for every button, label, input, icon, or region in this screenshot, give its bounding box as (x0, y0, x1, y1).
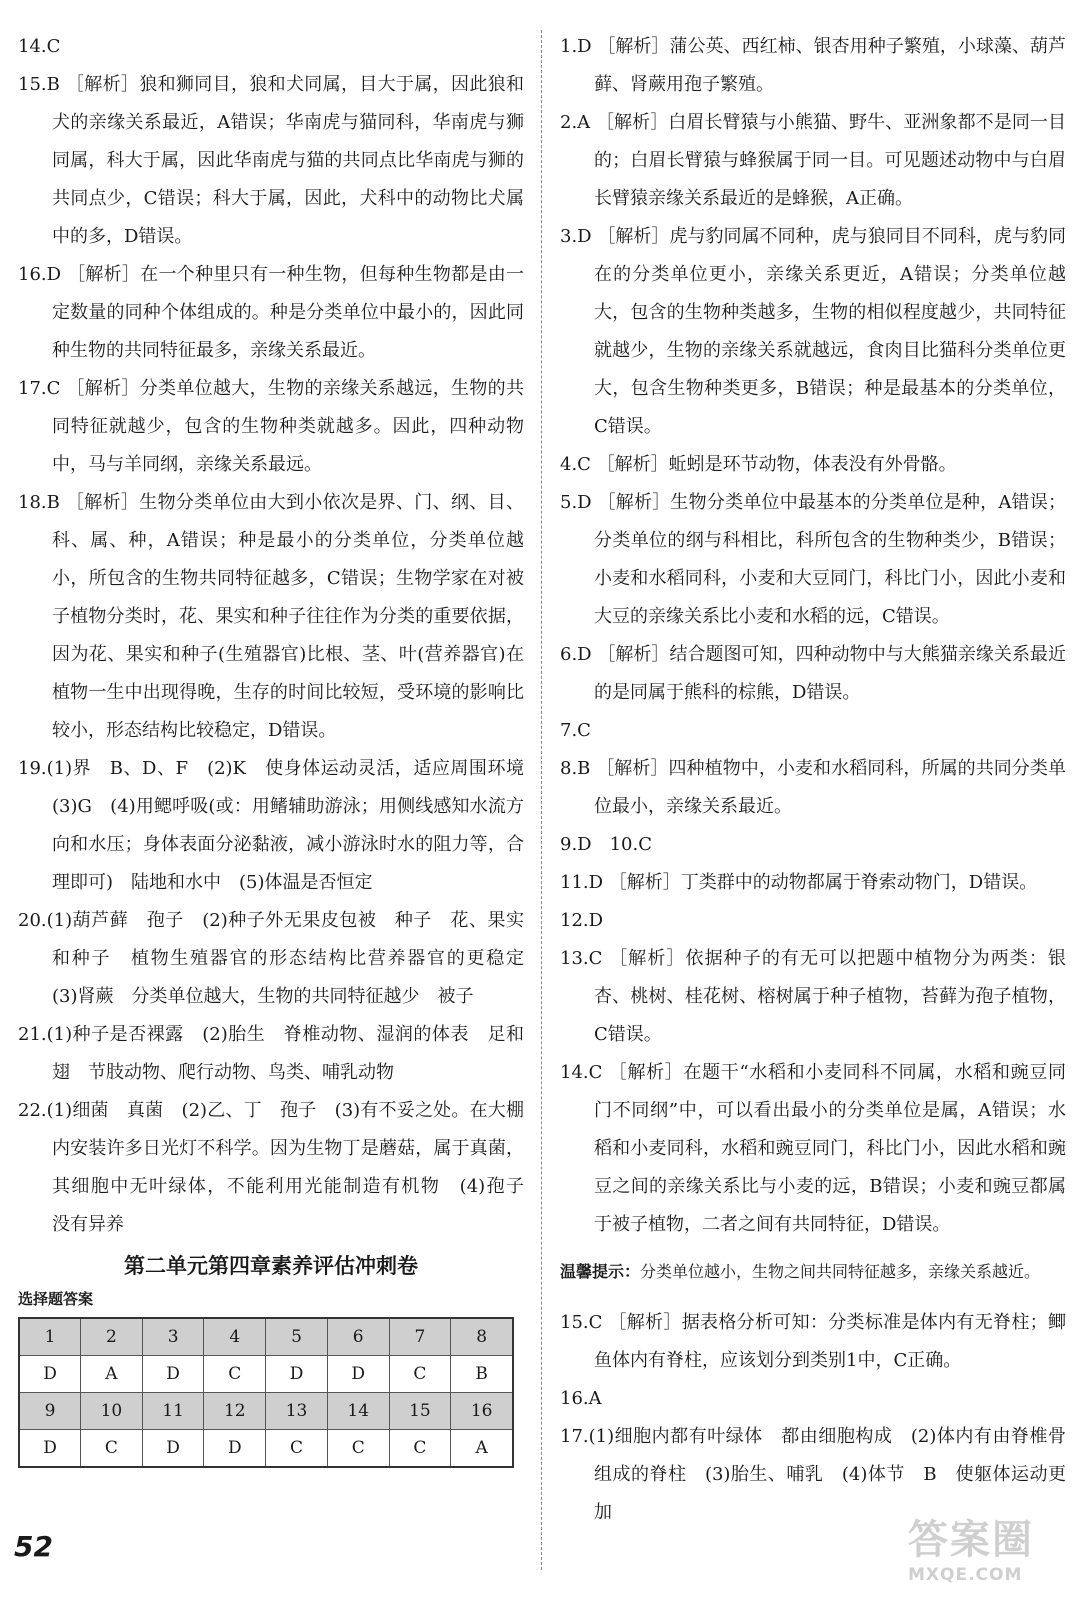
table-row (19, 1430, 513, 1468)
answer-table (18, 1317, 514, 1468)
answer-item: 21.(1)种子是否裸露 (2)胎生 脊椎动物、湿润的体表 足和翅 节肢动物、爬行动物、鸟类、哺乳动物 (18, 1024, 524, 1083)
answer-item: 5.D ［解析］生物分类单位中最基本的分类单位是种，A错误；分类单位的纲与科相比，科所包含的生物种类少，B错误；小麦和水稻同科，小麦和大豆同门，科比门小，因此小麦和大豆的亲缘关系比小麦和水稻的远，C错误。 (560, 492, 1066, 627)
answer-item: 3.D ［解析］虎与豹同属不同种，虎与狼同目不同科，虎与豹同在的分类单位更小，亲缘关系更近，A错误；分类单位越大，包含的生物种类越多，生物的相似程度越少，共同特征就越少，生物的亲缘关系就越远，食肉目比猫科分类单位更大，包含生物种类更多，B错误；种是最基本的分类单位，C错误。 (560, 226, 1066, 437)
table-row (19, 1393, 513, 1430)
answer-item: 2.A ［解析］白眉长臂猿与小熊猫、野牛、亚洲象都不是同一目的；白眉长臂猿与蜂猴属于同一目。可见题述动物中与白眉长臂猿亲缘关系最近的是蜂猴，A正确。 (560, 112, 1066, 209)
question-number: 12 (204, 1393, 266, 1430)
answer-item: 22.(1)细菌 真菌 (2)乙、丁 孢子 (3)有不妥之处。在大棚内安装许多日光灯不科学。因为生物丁是蘑菇，属于真菌，其细胞中无叶绿体，不能利用光能制造有机物 (4)孢子 没有异养 (18, 1100, 542, 1235)
question-number: 5 (266, 1318, 328, 1356)
answer-item: 15.C ［解析］据表格分析可知：分类标准是体内有无脊柱；鲫鱼体内有脊柱，应该划分到类别1中，C正确。 (560, 1312, 1066, 1371)
question-number: 9 (19, 1393, 81, 1430)
answer-item: 16.D ［解析］在一个种里只有一种生物，但每种生物都是由一定数量的同种个体组成的。种是分类单位中最小的，因此同种生物的共同特征最多，亲缘关系最近。 (18, 264, 524, 361)
table-row (19, 1318, 513, 1356)
answer-cell: C (204, 1356, 266, 1393)
answer-item: 1.D ［解析］蒲公英、西红柿、银杏用种子繁殖，小球藻、葫芦藓、肾蕨用孢子繁殖。 (560, 36, 1066, 95)
answer-cell: D (266, 1356, 328, 1393)
answer-item: 6.D ［解析］结合题图可知，四种动物中与大熊猫亲缘关系最近的是同属于熊科的棕熊，D错误。 (560, 644, 1066, 703)
section-title: 第二单元第四章素养评估冲刺卷 (124, 1254, 418, 1278)
left-column (18, 28, 542, 1468)
answer-item: 17.C ［解析］分类单位越大，生物的亲缘关系越远，生物的共同特征就越少，包含的生物种类就越多。因此，四种动物中，马与羊同纲，亲缘关系最远。 (18, 378, 524, 475)
table-row (19, 1356, 513, 1393)
answer-item: 8.B ［解析］四种植物中，小麦和水稻同科，所属的共同分类单位最小，亲缘关系最近。 (560, 758, 1066, 817)
question-number: 13 (266, 1393, 328, 1430)
answer-cell: C (389, 1356, 451, 1393)
watermark-text: 答案圈 (908, 1517, 1034, 1563)
page-number: 52 (14, 1530, 53, 1563)
table-label: 选择题答案 (18, 1290, 94, 1308)
column-divider (541, 30, 542, 1570)
question-number: 8 (451, 1318, 513, 1356)
answer-item: 16.A (560, 1388, 602, 1409)
question-number: 4 (204, 1318, 266, 1356)
question-number: 6 (327, 1318, 389, 1356)
answer-cell: D (142, 1356, 204, 1393)
question-number: 11 (142, 1393, 204, 1430)
question-number: 15 (389, 1393, 451, 1430)
answer-item: 18.B ［解析］生物分类单位由大到小依次是界、门、纲、目、科、属、种，A错误；种是最小的分类单位，分类单位越小，所包含的生物共同特征越多，C错误；生物学家在对被子植物分类时，花、果实和种子往往作为分类的重要依据，因为花、果实和种子(生殖器官)比根、茎、叶(营养器官)在植物一生中出现得晚，生存的时间比较短，受环境的影响比较小，形态结构比较稳定，D错误。 (18, 492, 524, 741)
answer-cell: D (327, 1356, 389, 1393)
answer-item: 7.C (560, 720, 591, 741)
answer-item: 17.(1)细胞内都有叶绿体 都由细胞构成 (2)体内有由脊椎骨组成的脊柱 (3)胎生、哺乳 (4)体节 B 使躯体运动更加 (560, 1426, 1066, 1523)
answer-cell: C (389, 1430, 451, 1468)
tip-text: 分类单位越小，生物之间共同特征越多，亲缘关系越近。 (640, 1262, 1041, 1281)
answer-item: 19.(1)界 B、D、F (2)K 使身体运动灵活，适应周围环境 (3)G (4)用鳃呼吸(或：用鳍辅助游泳；用侧线感知水流方向和水压；身体表面分泌黏液，减小游泳时水的阻力等，合理即可) 陆地和水中 (5)体温是否恒定 (18, 758, 542, 893)
question-number: 2 (81, 1318, 143, 1356)
answer-cell: C (81, 1430, 143, 1468)
answer-cell: A (81, 1356, 143, 1393)
answer-item: 4.C ［解析］蚯蚓是环节动物，体表没有外骨骼。 (560, 454, 957, 475)
answer-item: 14.C ［解析］在题干“水稻和小麦同科不同属，水稻和豌豆同门不同纲”中，可以看出最小的分类单位是属，A错误；水稻和小麦同科，水稻和豌豆同门，科比门小，因此水稻和豌豆之间的亲缘关系比与小麦的远，B错误；小麦和豌豆都属于被子植物，二者之间有共同特征，D错误。 (560, 1062, 1066, 1235)
answer-item: 20.(1)葫芦藓 孢子 (2)种子外无果皮包被 种子 花、果实和种子 植物生殖器官的形态结构比营养器官的更稳定 (3)肾蕨 分类单位越大，生物的共同特征越少 被子 (18, 910, 542, 1007)
question-number: 10 (81, 1393, 143, 1430)
answer-item: 9.D 10.C (560, 834, 653, 855)
question-number: 1 (19, 1318, 81, 1356)
question-number: 7 (389, 1318, 451, 1356)
answer-item: 12.D (560, 910, 604, 931)
answer-cell: D (19, 1430, 81, 1468)
answer-item: 15.B ［解析］狼和狮同目，狼和犬同属，目大于属，因此狼和犬的亲缘关系最近，A错误；华南虎与猫同科，华南虎与狮同属，科大于属，因此华南虎与猫的共同点比华南虎与狮的共同点少，C错误；科大于属，因此，犬科中的动物比犬属中的多，D错误。 (18, 74, 524, 247)
tip-box (560, 1254, 1066, 1290)
answer-item: 14.C (18, 36, 61, 57)
answer-cell: D (142, 1430, 204, 1468)
watermark-logo (908, 1508, 1068, 1592)
answer-cell: D (204, 1430, 266, 1468)
tip-label: 温馨提示： (560, 1262, 641, 1281)
answer-item: 13.C ［解析］依据种子的有无可以把题中植物分为两类：银杏、桃树、桂花树、榕树属于种子植物，苔藓为孢子植物，C错误。 (560, 948, 1066, 1045)
answer-cell: D (19, 1356, 81, 1393)
question-number: 14 (327, 1393, 389, 1430)
question-number: 16 (451, 1393, 513, 1430)
watermark-url: MXQE.COM (908, 1565, 1023, 1585)
answer-cell: C (327, 1430, 389, 1468)
question-number: 3 (142, 1318, 204, 1356)
answer-cell: B (451, 1356, 513, 1393)
answer-cell: C (266, 1430, 328, 1468)
right-column (560, 28, 1066, 1532)
answer-item: 11.D ［解析］丁类群中的动物都属于脊索动物门，D错误。 (560, 872, 1038, 893)
answer-cell: A (451, 1430, 513, 1468)
